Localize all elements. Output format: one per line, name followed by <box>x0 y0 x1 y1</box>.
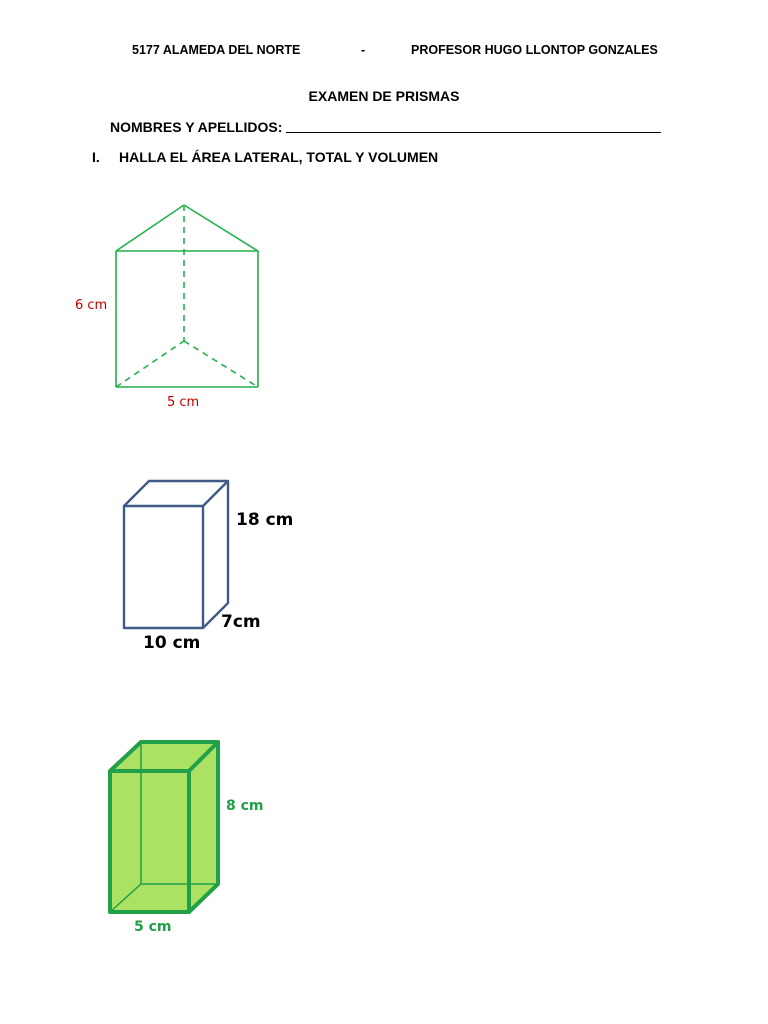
names-label: NOMBRES Y APELLIDOS: <box>110 119 283 135</box>
names-row <box>110 118 661 135</box>
height-label: 8 cm <box>226 798 264 814</box>
section-number: I. <box>92 149 100 165</box>
hidden-edge <box>184 341 258 387</box>
exam-title: EXAMEN DE PRISMAS <box>308 88 460 104</box>
depth-label: 7cm <box>221 612 261 632</box>
front-face <box>124 506 203 628</box>
width-label: 10 cm <box>143 633 201 653</box>
names-blank-line <box>286 118 661 133</box>
height-label: 6 cm <box>75 298 108 313</box>
header-separator: - <box>361 43 366 57</box>
teacher-name: PROFESOR HUGO LLONTOP GONZALES <box>411 43 658 57</box>
prism-fill <box>110 742 218 912</box>
base-label: 5 cm <box>167 395 200 410</box>
rectangular-prism-figure <box>0 470 320 660</box>
triangular-prism-figure <box>0 195 300 415</box>
hidden-edge <box>116 341 184 387</box>
section-instruction: HALLA EL ÁREA LATERAL, TOTAL Y VOLUMEN <box>119 149 439 165</box>
base-label: 5 cm <box>134 919 172 935</box>
prism-edge <box>116 205 184 251</box>
school-name: 5177 ALAMEDA DEL NORTE <box>132 43 301 57</box>
top-face <box>124 481 228 506</box>
prism-edge <box>184 205 258 251</box>
section-heading <box>92 149 438 165</box>
height-label: 18 cm <box>236 510 294 530</box>
green-prism-figure <box>0 735 320 945</box>
